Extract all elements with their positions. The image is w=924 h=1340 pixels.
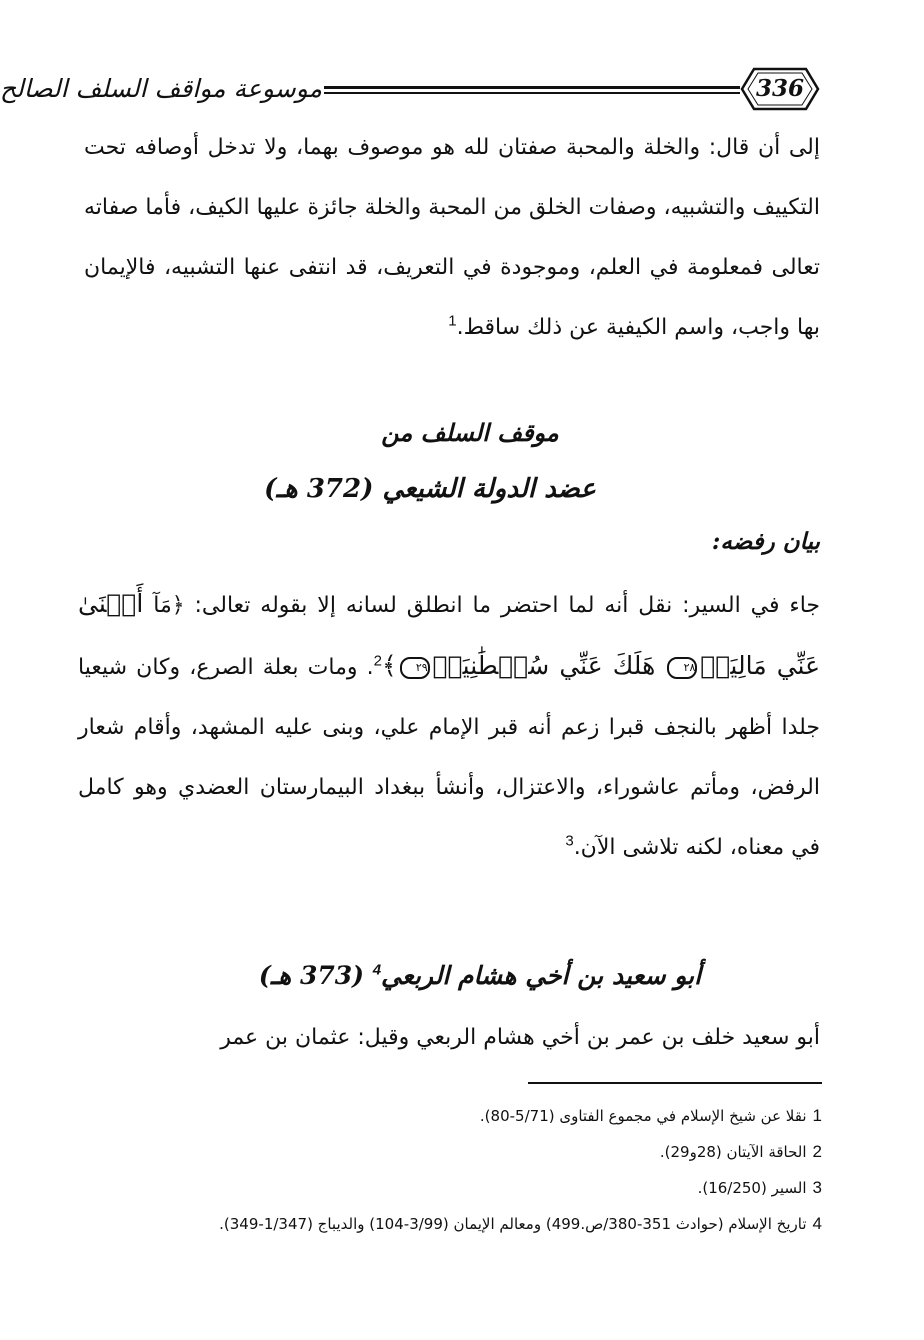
- footnote-ref-3: 3: [565, 832, 574, 850]
- footnote-4: [90, 1206, 822, 1242]
- quran-verse-28: أَغۡنَىٰ عَنِّي مَالِيَهۡ: [78, 589, 821, 680]
- header-rule: [324, 86, 740, 89]
- footnote-1: [90, 1098, 822, 1134]
- footnote-ref-4: 4: [372, 961, 382, 979]
- header-rule-thin: [324, 92, 740, 94]
- footnote-text: نقلا عن شيخ الإسلام في مجموع الفتاوى (5/71-80).: [479, 1107, 807, 1125]
- paragraph-3: [92, 1008, 820, 1068]
- ayah-number-28: ٢٨: [667, 657, 697, 679]
- footnotes: [90, 1098, 822, 1242]
- paragraph-3-text: أبو سعيد خلف بن عمر بن أخي هشام الربعي وقيل: عثمان بن عمر: [220, 1025, 820, 1050]
- footnote-3: [90, 1170, 822, 1206]
- footnote-number: 3: [812, 1178, 822, 1197]
- section-heading-line-2: عضد الدولة الشيعي (372 هـ): [264, 474, 596, 504]
- page-number: 336: [755, 75, 804, 102]
- quran-close-bracket: ﴾: [382, 651, 397, 680]
- footnote-number: 2: [812, 1142, 822, 1161]
- paragraph-2-intro: جاء في السير: نقل أنه لما احتضر ما انطلق لسانه إلا بقوله تعالى: ﴿مَآ: [153, 593, 821, 618]
- person-heading: [200, 950, 760, 1002]
- footnote-2: [90, 1134, 822, 1170]
- page-number-badge: [740, 66, 820, 112]
- person-date: (373 هـ): [258, 961, 364, 990]
- paragraph-1-text: إلى أن قال: والخلة والمحبة صفتان لله هو موصوف بهما، ولا تدخل أوصافه تحت التكييف والتشبيه، وصفات الخلق من المحبة والخلة جائزة عليها الكيف، فأما صفاته تعالى فمعلومة في العلم، وموجودة في التعريف، قد انتفى عنها التشبيه، فالإيمان بها واجب، واسم الكيفية عن ذلك ساقط.: [84, 135, 820, 340]
- footnote-text: تاريخ الإسلام (حوادث 351-380/ص.499) ومعالم الإيمان (3/99-104) والديباج (1/347-349).: [219, 1215, 807, 1233]
- footnote-number: 4: [812, 1214, 822, 1233]
- paragraph-1: [84, 118, 820, 358]
- footnote-ref-1: 1: [448, 312, 457, 330]
- quran-verse-29: هَلَكَ عَنِّي سُلۡطَٰنِيَهۡ: [432, 651, 656, 680]
- footnote-number: 1: [812, 1106, 822, 1125]
- subheading: بيان رفضه:: [711, 528, 820, 555]
- footnote-text: الحاقة الآيتان (28و29).: [659, 1143, 807, 1161]
- book-title: موسوعة مواقف السلف الصالح: [0, 74, 322, 103]
- footnote-ref-2: 2: [373, 652, 382, 670]
- section-heading-line-1: موقف السلف من: [381, 418, 559, 447]
- footnote-text: السير (16/250).: [697, 1179, 807, 1197]
- ayah-number-29: ٢٩: [400, 657, 430, 679]
- running-header: [0, 66, 820, 116]
- paragraph-2-rest: . ومات بعلة الصرع، وكان شيعيا جلدا أظهر بالنجف قبرا زعم أنه قبر الإمام علي، وبنى عليه المشهد، وأقام شعار الرفض، ومأتم عاشوراء، والاعتزال، وأنشأ ببغداد البيمارستان العضدي وهو كامل في معناه، لكنه تلاشى الآن.: [78, 655, 820, 860]
- footnote-separator: [528, 1082, 822, 1084]
- person-name: أبو سعيد بن أخي هشام الربعي: [381, 961, 702, 990]
- paragraph-2: [78, 574, 820, 874]
